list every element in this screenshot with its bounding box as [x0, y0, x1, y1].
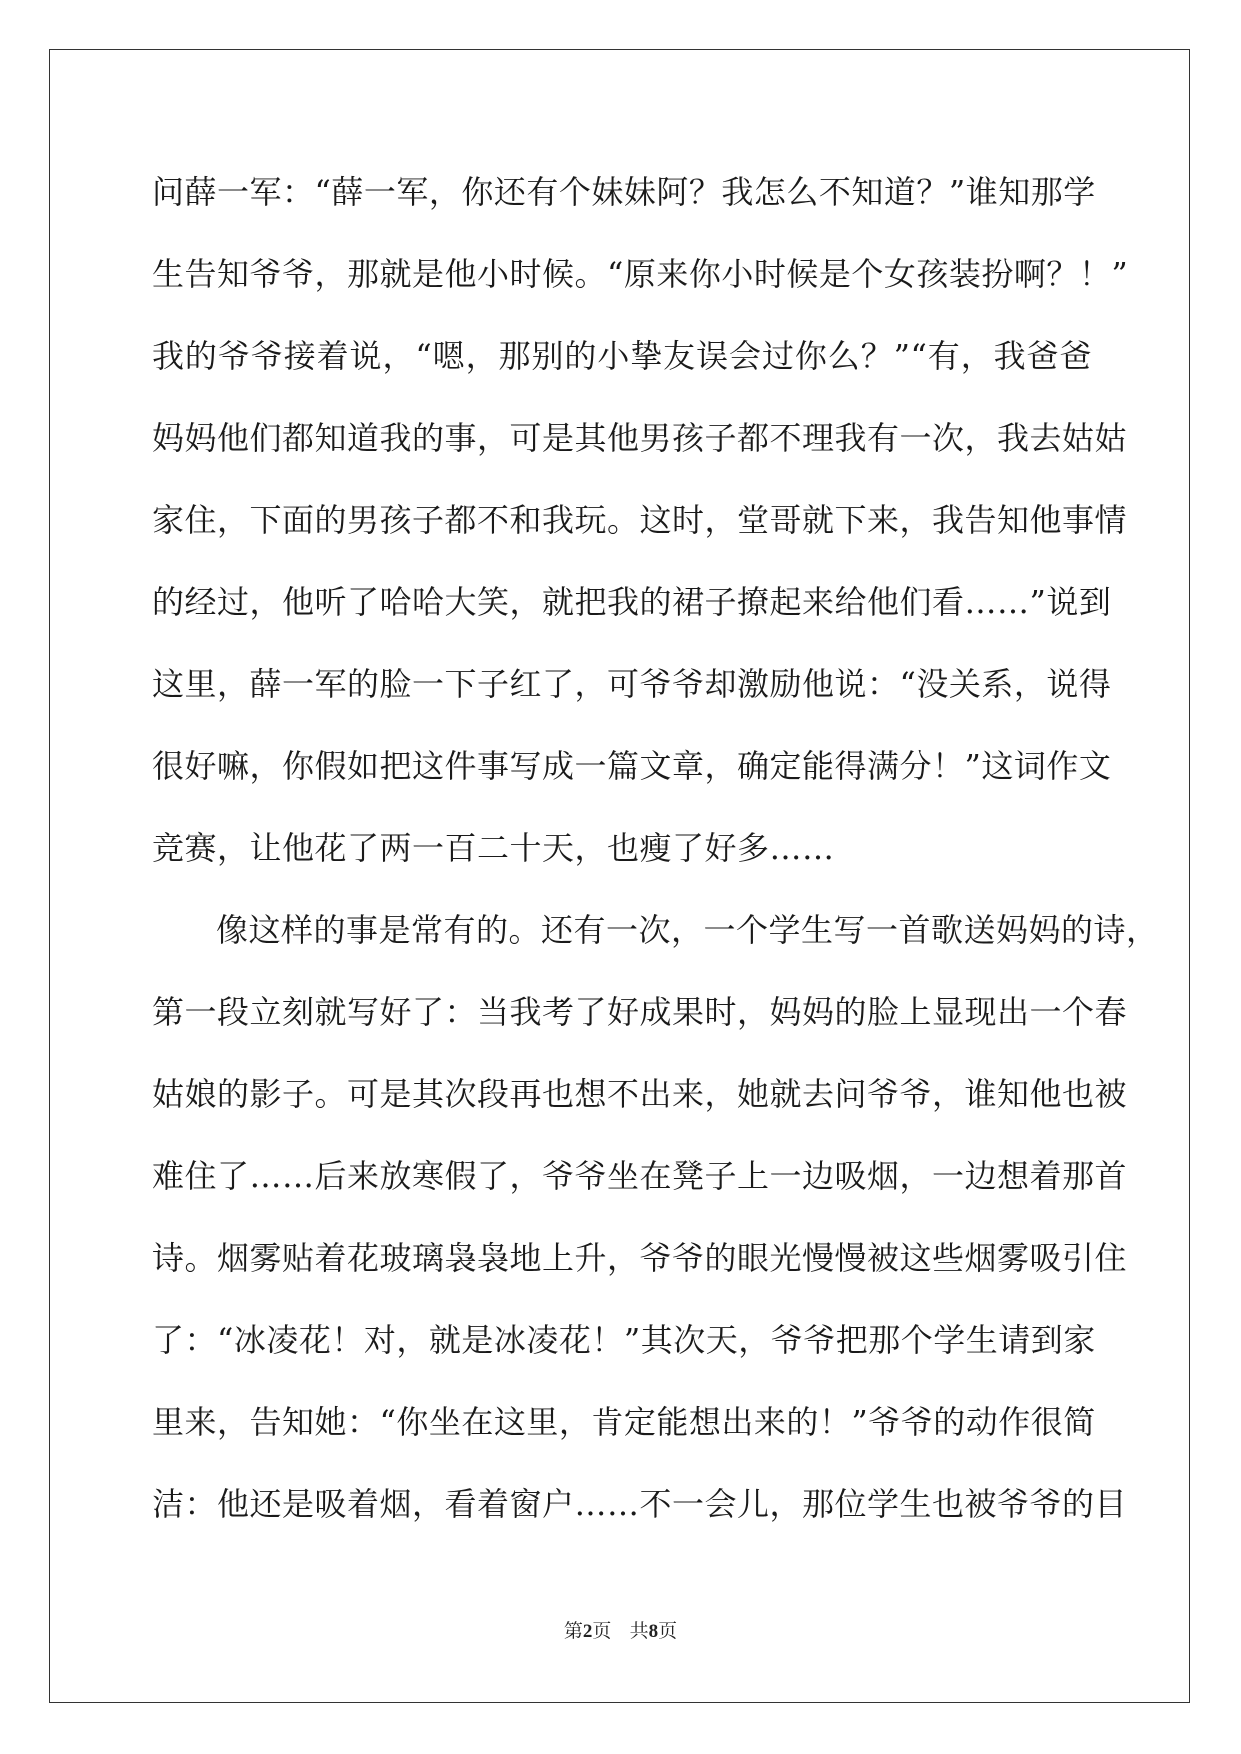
text-line: 家住，下面的男孩子都不和我玩。这时，堂哥就下来，我告知他事情	[152, 501, 1128, 539]
text-line: 很好嘛，你假如把这件事写成一篇文章，确定能得满分！”这词作文	[152, 747, 1112, 785]
text-line: 诗。烟雾贴着花玻璃袅袅地上升，爷爷的眼光慢慢被这些烟雾吸引住	[152, 1239, 1128, 1277]
text-line: 洁：他还是吸着烟，看着窗户……不一会儿，那位学生也被爷爷的目	[152, 1485, 1128, 1523]
text-line: 里来，告知她：“你坐在这里，肯定能想出来的！”爷爷的动作很简	[152, 1403, 1096, 1441]
document-body	[152, 151, 1159, 1545]
text-line: 的经过，他听了哈哈大笑，就把我的裙子撩起来给他们看……”说到	[152, 583, 1112, 621]
text-line: 像这样的事是常有的。还有一次，一个学生写一首歌送妈妈的诗，	[216, 911, 1159, 949]
total-prefix: 共	[629, 1620, 649, 1642]
text-line: 难住了……后来放寒假了，爷爷坐在凳子上一边吸烟，一边想着那首	[152, 1157, 1128, 1195]
text-line: 我的爷爷接着说，“嗯，那别的小挚友误会过你么？”“有，我爸爸	[152, 337, 1092, 375]
page-suffix: 页	[592, 1620, 612, 1642]
text-line: 妈妈他们都知道我的事，可是其他男孩子都不理我有一次，我去姑姑	[152, 419, 1128, 457]
total-suffix: 页	[658, 1620, 678, 1642]
text-line: 这里，薛一军的脸一下子红了，可爷爷却激励他说：“没关系，说得	[152, 665, 1112, 703]
text-line: 生告知爷爷，那就是他小时候。“原来你小时候是个女孩装扮啊？！”	[152, 255, 1129, 293]
text-line: 姑娘的影子。可是其次段再也想不出来，她就去问爷爷，谁知他也被	[152, 1075, 1128, 1113]
page-prefix: 第	[563, 1620, 583, 1642]
total-pages: 8	[648, 1621, 659, 1642]
text-line: 第一段立刻就写好了：当我考了好成果时，妈妈的脸上显现出一个春	[152, 993, 1128, 1031]
page-number: 2	[582, 1621, 593, 1642]
text-line: 竞赛，让他花了两一百二十天，也瘦了好多……	[152, 829, 835, 867]
text-line: 问薛一军：“薛一军，你还有个妹妹阿？我怎么不知道？”谁知那学	[152, 173, 1096, 211]
text-line: 了：“冰凌花！对，就是冰凌花！”其次天，爷爷把那个学生请到家	[152, 1321, 1096, 1359]
page-footer	[0, 1616, 1241, 1643]
